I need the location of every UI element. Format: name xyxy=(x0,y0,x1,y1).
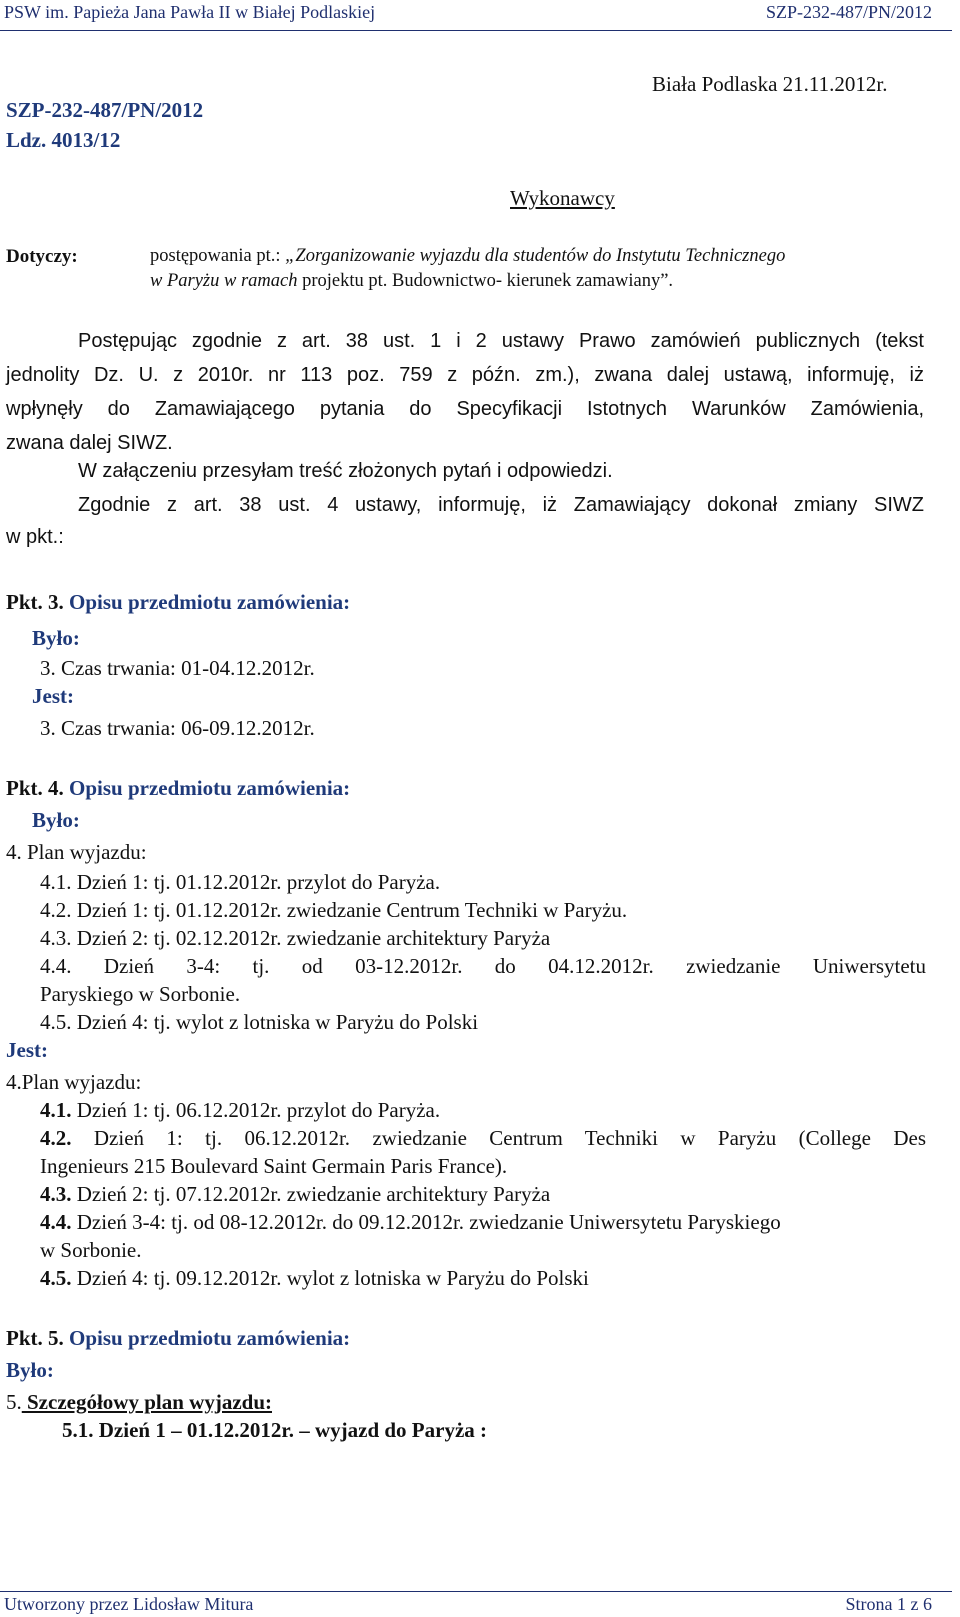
pkt5-heading: Pkt. 5. Opisu przedmiotu zamówienia: xyxy=(6,1326,351,1350)
header-case-number: SZP-232-487/PN/2012 xyxy=(765,2,932,22)
pkt4-old-item: 4.4. Dzień 3-4: tj. od 03-12.2012r. do 04.12.2012r. zwiedzanie Uniwersytetu xyxy=(40,954,926,978)
pkt4-new-item: w Sorbonie. xyxy=(40,1238,142,1262)
subject-title-italic-2: w Paryżu w ramach xyxy=(150,271,298,291)
pkt3-new: 3. Czas trwania: 06-09.12.2012r. xyxy=(40,716,315,740)
pkt4-new-item: 4.1. Dzień 1: tj. 06.12.2012r. przylot do Paryża. xyxy=(40,1098,441,1122)
place-and-date: Biała Podlaska 21.11.2012r. xyxy=(652,72,888,96)
pkt3-old: 3. Czas trwania: 01-04.12.2012r. xyxy=(40,656,315,680)
footer-rule xyxy=(0,1591,952,1592)
addressee: Wykonawcy xyxy=(510,186,615,210)
pkt4-new-item: 4.5. Dzień 4: tj. 09.12.2012r. wylot z lotniska w Paryżu do Polski xyxy=(40,1266,589,1290)
pkt4-heading: Pkt. 4. Opisu przedmiotu zamówienia: xyxy=(6,776,351,800)
subject-project: projektu pt. Budownictwo- kierunek zamawiany”. xyxy=(297,271,674,291)
pkt5-item-5-1: 5.1. Dzień 1 – 01.12.2012r. – wyjazd do Paryża : xyxy=(62,1418,488,1442)
pkt4-new-item: 4.2. Dzień 1: tj. 06.12.2012r. zwiedzanie Centrum Techniki w Paryżu (College Des xyxy=(40,1126,926,1150)
subject-line-2 xyxy=(150,271,673,292)
pkt4-old-item: 4.5. Dzień 4: tj. wylot z lotniska w Paryżu do Polski xyxy=(40,1010,479,1034)
subject-line-1 xyxy=(150,246,785,267)
subject-prefix: postępowania pt.: xyxy=(150,246,286,266)
pkt3-jest: Jest: xyxy=(32,684,74,708)
pkt5-bylo: Było: xyxy=(6,1358,54,1382)
intro-line-3: wpłynęły do Zamawiającego pytania do Specyfikacji Istotnych Warunków Zamówienia, xyxy=(6,398,924,420)
pkt4-new-item: 4.3. Dzień 2: tj. 07.12.2012r. zwiedzanie architektury Paryża xyxy=(40,1182,551,1206)
pkt3-bylo: Było: xyxy=(32,626,80,650)
pkt4-old-item: 4.2. Dzień 1: tj. 01.12.2012r. zwiedzanie Centrum Techniki w Paryżu. xyxy=(40,898,628,922)
reference-number: SZP-232-487/PN/2012 xyxy=(6,98,204,122)
subject-label: Dotyczy: xyxy=(6,246,78,267)
footer-page-number: Strona 1 z 6 xyxy=(845,1594,932,1614)
intro-line-4: zwana dalej SIWZ. xyxy=(6,432,173,454)
pkt4-old-item: 4.3. Dzień 2: tj. 02.12.2012r. zwiedzanie architektury Paryża xyxy=(40,926,551,950)
pkt4-jest: Jest: xyxy=(6,1038,48,1062)
pkt4-old-item: 4.1. Dzień 1: tj. 01.12.2012r. przylot do Paryża. xyxy=(40,870,441,894)
header-institution: PSW im. Papieża Jana Pawła II w Białej Podlaskiej xyxy=(4,2,376,22)
intro-line-2: jednolity Dz. U. z 2010r. nr 113 poz. 759 z późn. zm.), zwana dalej ustawą, informuję, iż xyxy=(6,364,924,386)
pkt4-plan-old: 4. Plan wyjazdu: xyxy=(6,840,147,864)
intro-line-6: Zgodnie z art. 38 ust. 4 ustawy, informuję, iż Zamawiający dokonał zmiany SIWZ xyxy=(78,494,924,516)
pkt4-plan-new: 4.Plan wyjazdu: xyxy=(6,1070,142,1094)
footer-author: Utworzony przez Lidosław Mitura xyxy=(4,1594,254,1614)
ledger-number: Ldz. 4013/12 xyxy=(6,128,121,152)
pkt4-old-item: Paryskiego w Sorbonie. xyxy=(40,982,241,1006)
header-rule xyxy=(0,30,952,31)
pkt5-item-5: 5. Szczegółowy plan wyjazdu: xyxy=(6,1390,272,1414)
pkt4-new-item: 4.4. Dzień 3-4: tj. od 08-12.2012r. do 09.12.2012r. zwiedzanie Uniwersytetu Paryskiego xyxy=(40,1210,781,1234)
pkt4-new-item: Ingenieurs 215 Boulevard Saint Germain Paris France). xyxy=(40,1154,508,1178)
subject-title-italic: „Zorganizowanie wyjazdu dla studentów do Instytutu Technicznego xyxy=(285,246,786,266)
intro-line-5: W załączeniu przesyłam treść złożonych pytań i odpowiedzi. xyxy=(78,460,613,482)
pkt3-heading: Pkt. 3. Opisu przedmiotu zamówienia: xyxy=(6,590,351,614)
intro-line-1: Postępując zgodnie z art. 38 ust. 1 i 2 ustawy Prawo zamówień publicznych (tekst xyxy=(78,330,924,352)
intro-line-7: w pkt.: xyxy=(6,526,64,548)
pkt4-bylo: Było: xyxy=(32,808,80,832)
